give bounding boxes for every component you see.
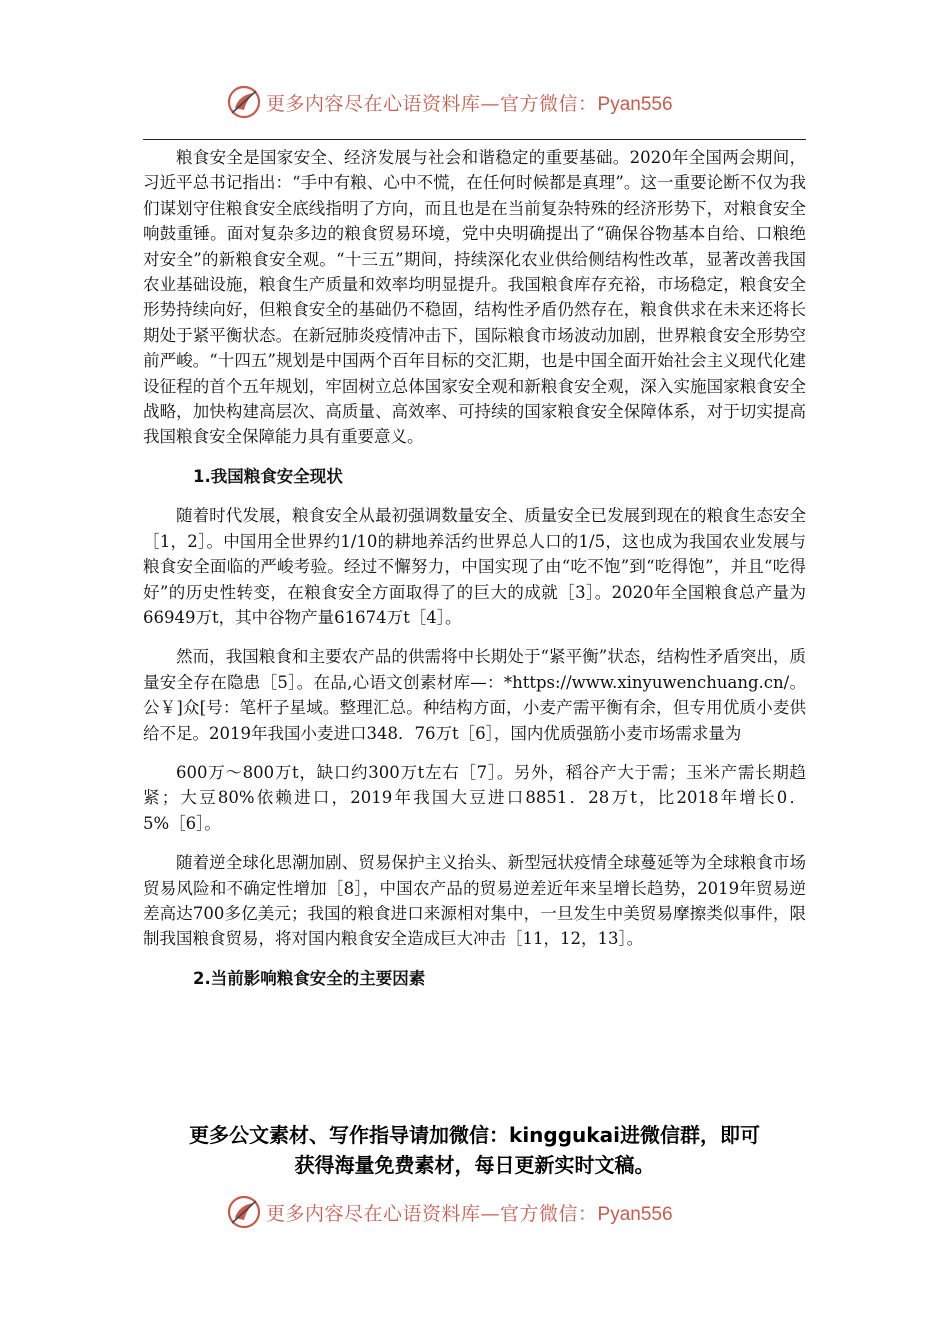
header-brand	[226, 82, 673, 122]
promo-line-2: 获得海量免费素材，每日更新实时文稿。	[294, 1153, 655, 1177]
footer-brand	[226, 1192, 673, 1232]
header-divider	[143, 139, 806, 140]
section-heading-2: 2.当前影响粮食安全的主要因素	[193, 968, 426, 988]
footer-brand-text: 更多内容尽在心语资料库—官方微信：Pyan556	[266, 1202, 673, 1225]
intro-paragraph: 粮食安全是国家安全、经济发展与社会和谐稳定的重要基础。2020年全国两会期间，习近平总书记指出：“手中有粮、心中不慌，在任何时候都是真理”。这一重要论断不仅为我们谋划守住粮食安全底线指明了方向，而且也是在当前复杂特殊的经济形势下，对粮食安全响鼓重锤。面对复杂多边的粮食贸易环境，党中央明确提出了“确保谷物基本自给、口粮绝对安全”的新粮食安全观。“十三五”期间，持续深化农业供给侧结构性改革，显著改善我国农业基础设施，粮食生产质量和效率均明显提升。我国粮食库存充裕，市场稳定，粮食安全形势持续向好，但粮食安全的基础仍不稳固，结构性矛盾仍然存在，粮食供求在未来还将长期处于紧平衡状态。在新冠肺炎疫情冲击下，国际粮食市场波动加剧，世界粮食安全形势空前严峻。“十四五”规划是中国两个百年目标的交汇期，也是中国全面开始社会主义现代化建设征程的首个五年规划，牢固树立总体国家安全观和新粮食安全观，深入实施国家粮食安全战略，加快构建高层次、高质量、高效率、可持续的国家粮食安全保障体系，对于切实提高我国粮食安全保障能力具有重要意义。	[143, 148, 806, 447]
paragraph-2: 然而，我国粮食和主要农产品的供需将中长期处于“紧平衡”状态，结构性矛盾突出，质量安全存在隐患［5］。在品,心语文创素材库—：*https://www.xinyuwenchuang.cn/。公￥]众[号：笔杆子星域。整理汇总。种结构方面，小麦产需平衡有余，但专用优质小麦供给不足。2019年我国小麦进口348．76万t［6］，国内优质强筋小麦市场需求量为	[143, 647, 806, 743]
paragraph-4: 随着逆全球化思潮加剧、贸易保护主义抬头、新型冠状疫情全球蔓延等为全球粮食市场贸易风险和不确定性增加［8］，中国农产品的贸易逆差近年来呈增长趋势，2019年贸易逆差高达700多亿美元；我国的粮食进口来源相对集中，一旦发生中美贸易摩擦类似事件，限制我国粮食贸易，将对国内粮食安全造成巨大冲击［11，12，13］。	[143, 853, 806, 949]
brand-logo-icon	[226, 1194, 262, 1230]
brand-logo-icon	[226, 84, 262, 120]
promo-line-1: 更多公文素材、写作指导请加微信：kinggukai进微信群，即可	[189, 1123, 760, 1147]
header-wechat-id: Pyan556	[597, 93, 673, 115]
section-heading-1: 1.我国粮食安全现状	[193, 466, 343, 486]
promo-banner	[143, 1120, 806, 1180]
paragraph-3: 600万～800万t，缺口约300万t左右［7］。另外，稻谷产大于需；玉米产需长期趋紧；大豆80%依赖进口，2019年我国大豆进口8851．28万t，比2018年增长0．5%［6］。	[143, 762, 806, 833]
footer-wechat-id: Pyan556	[597, 1203, 673, 1225]
paragraph-1: 随着时代发展，粮食安全从最初强调数量安全、质量安全已发展到现在的粮食生态安全［1，2］。中国用全世界约1/10的耕地养活约世界总人口的1/5，这也成为我国农业发展与粮食安全面临的严峻考验。经过不懈努力，中国实现了由“吃不饱”到“吃得饱”，并且“吃得好”的历史性转变，在粮食安全方面取得了的巨大的成就［3］。2020年全国粮食总产量为66949万t，其中谷物产量61674万t［4］。	[143, 506, 806, 627]
article-body	[143, 145, 806, 991]
header-brand-text: 更多内容尽在心语资料库—官方微信：Pyan556	[266, 92, 673, 115]
